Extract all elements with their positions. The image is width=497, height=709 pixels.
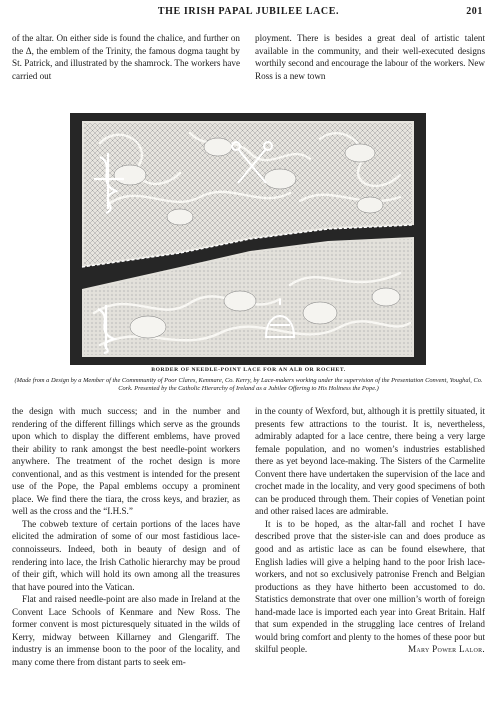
figure-caption: BORDER OF NEEDLE-POINT LACE FOR AN ALB OR ROCHET. xyxy=(151,367,346,373)
author-signature: Mary Power Lalor. xyxy=(407,644,485,655)
paragraph: It is to be hoped, as the altar-fall and rochet I have described prove that the sister-isle can and does produce as good and as artistic lace as can be found elsewhere, that English ladies will give a helping hand to the poor Irish lace-workers, and not so exclusively patronise French and Belgian productions as they have hitherto been accustomed to do. Statistics demonstrate that over one million’s worth of foreign hand-made lace is imported each year into Great Britain. Half that sum expended in the struggling lace centres of Ireland would bring comfort and plenty to the homes of these poor but skilful people. xyxy=(255,518,485,655)
lace-photograph xyxy=(70,113,426,365)
bottom-left-column xyxy=(12,405,240,668)
bottom-right-column xyxy=(255,405,485,656)
paragraph: ployment. There is besides a great deal of artistic talent available in the community, and their well-executed designs worthily second and encourage the labour of the workers. New Ross is a new town xyxy=(255,33,485,81)
figure-credit: (Made from a Design by a Member of the Commmunity of Poor Clares, Kenmare, Co. Kerry, by Lace-makers working under the supervision of the Presentation Convent, Youghal, Co. Cork. Presented by the Catholic Hierarchy of Ireland as a Jubilee Offering to His Holiness the Pope.) xyxy=(14,377,483,393)
paragraph: the design with much success; and in the number and rendering of the different fillings which serve as the grounds upon which to display the different emblems, have proved their ability to rank amongst the best needle-point workers anywhere. The treatment of the rochet design is more conventional, and as this vestment is intended for the present use of the Pope, the Papal emblems occupy a prominent place. We find there the tiara, the cross keys, and brazier, as well as the cross and the “I.H.S.” xyxy=(12,406,240,517)
running-title: THE IRISH PAPAL JUBILEE LACE. xyxy=(157,6,340,17)
top-right-column xyxy=(255,32,485,82)
paragraph: of the altar. On either side is found the chalice, and further on the Δ, the emblem of the Trinity, the famous dogma taught by St. Patrick, and illustrated by the shamrock. The workers have carried out xyxy=(12,33,240,81)
running-head xyxy=(0,6,497,20)
paragraph: The cobweb texture of certain portions of the laces have elicited the admiration of some of our most fastidious lace-connoisseurs. Indeed, both in beauty of design and of rendering into lace, the Irish Catholic hierarchy may be proud of their gift, which will hold its own among all the treasures that have poured into the Vatican. xyxy=(12,518,240,592)
page-number: 201 xyxy=(466,6,483,17)
paragraph: Flat and raised needle-point are also made in Ireland at the Convent Lace Schools of Kenmare and New Ross. The former convent is most picturesquely situated in the wilds of Kerry, midway between Killarney and Glengariff. The industry is an immense boon to the poor of the locality, and many come there from distant parts to seek em- xyxy=(12,594,240,667)
top-left-column xyxy=(12,32,240,82)
paragraph: in the county of Wexford, but, although it is prettily situated, it presents few attractions to the tourist. It is, nevertheless, admirably adapted for a lace centre, there being a very large female population, and no women’s industries established there as yet beyond lace-making. The Sisters of the Carmelite Convent there have undertaken the supervision of the lace and crochet made in the locality, and very good specimens of both can be produced through them. Their copies of Venetian point and other raised laces are admirable. xyxy=(255,406,485,517)
lace-border-illustration xyxy=(70,113,426,365)
